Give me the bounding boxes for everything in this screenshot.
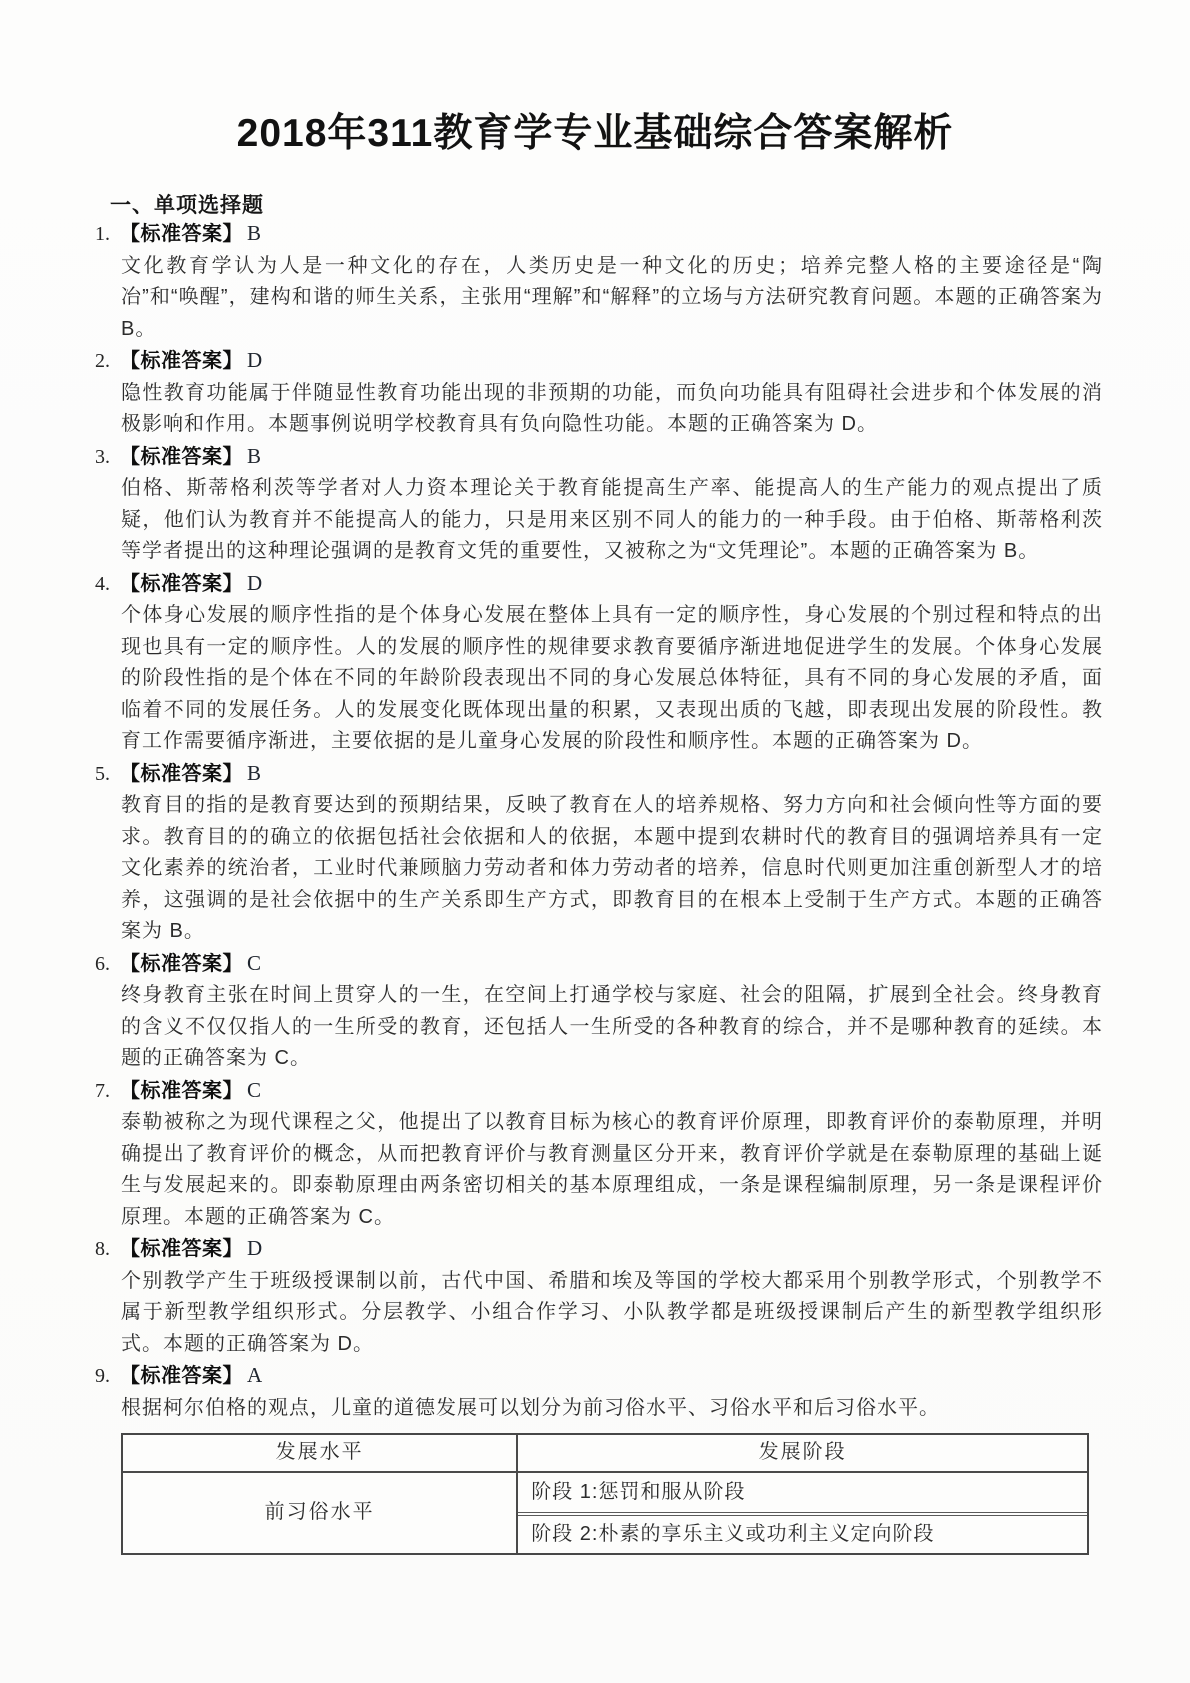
- item-number: 9.: [95, 1365, 110, 1387]
- standard-answer-label: 【标准答案】: [120, 762, 243, 785]
- answer-explanation: 文化教育学认为人是一种文化的存在，人类历史是一种文化的历史；培养完整人格的主要途径是“陶冶”和“唤醒”，建构和谐的师生关系，主张用“理解”和“解释”的立场与方法研究教育问题。本题的正确答案为 B。: [121, 254, 1103, 340]
- page-title: 2018年311教育学专业基础综合答案解析: [236, 112, 954, 155]
- answer-explanation: 根据柯尔伯格的观点，儿童的道德发展可以划分为前习俗水平、习俗水平和后习俗水平。: [121, 1396, 940, 1419]
- table-cell-stage-2: 阶段 2:朴素的享乐主义或功利主义定向阶段: [518, 1512, 1087, 1553]
- table-cell-level: 前习俗水平: [123, 1473, 518, 1553]
- standard-answer-label: 【标准答案】: [120, 1238, 243, 1260]
- answer-item-8: [95, 1233, 1103, 1360]
- answer-head: [95, 948, 1103, 981]
- answer-letter: B: [247, 221, 262, 245]
- standard-answer-label: 【标准答案】: [120, 572, 243, 595]
- answer-explanation: 泰勒被称之为现代课程之父，他提出了以教育目标为核心的教育评价原理，即教育评价的泰勒原理，并明确提出了教育评价的概念，从而把教育评价与教育测量区分开来，教育评价学就是在泰勒原理的基础上诞生与发展起来的。即泰勒原理由两条密切相关的基本原理组成，一条是课程编制原理，另一条是课程评价原理。本题的正确答案为 C。: [121, 1111, 1103, 1228]
- section-title: 一、单项选择题: [110, 194, 264, 217]
- answer-explanation: 伯格、斯蒂格利茨等学者对人力资本理论关于教育能提高生产率、能提高人的生产能力的观点提出了质疑，他们认为教育并不能提高人的能力，只是用来区别不同人的能力的一种手段。由于伯格、斯蒂格利茨等学者提出的这种理论强调的是教育文凭的重要性，又被称之为“文凭理论”。本题的正确答案为 B。: [121, 477, 1103, 562]
- standard-answer-label: 【标准答案】: [120, 445, 243, 468]
- item-number: 3.: [95, 445, 110, 468]
- answer-letter: B: [247, 760, 262, 785]
- item-number: 6.: [95, 952, 110, 975]
- answer-item-3: [95, 441, 1103, 568]
- answer-item-9: [95, 1360, 1103, 1555]
- item-number: 2.: [95, 350, 110, 372]
- answer-head: [95, 1075, 1103, 1108]
- answer-head: [95, 218, 1103, 251]
- answer-explanation: 教育目的指的是教育要达到的预期结果，反映了教育在人的培养规格、努力方向和社会倾向性等方面的要求。教育目的的确立的依据包括社会依据和人的依据，本题中提到农耕时代的教育目的强调培养具有一定文化素养的统治者，工业时代兼顾脑力劳动者和体力劳动者的培养，信息时代则更加注重创新型人才的培养，这强调的是社会依据中的生产关系即生产方式，即教育目的在根本上受制于生产方式。本题的正确答案为 B。: [121, 794, 1103, 942]
- answer-letter: C: [247, 1077, 262, 1102]
- answer-head: [95, 1233, 1103, 1266]
- answer-explanation: 终身教育主张在时间上贯穿人的一生，在空间上打通学校与家庭、社会的阻隔，扩展到全社会。终身教育的含义不仅仅指人的一生所受的教育，还包括人一生所受的各种教育的综合，并不是哪种教育的延续。本题的正确答案为 C。: [121, 984, 1103, 1069]
- standard-answer-label: 【标准答案】: [120, 350, 243, 372]
- answer-letter: D: [247, 348, 263, 372]
- answer-letter: D: [247, 1236, 263, 1260]
- answer-head: [95, 568, 1103, 601]
- item-number: 7.: [95, 1079, 110, 1102]
- answer-item-1: [95, 218, 1103, 345]
- item-number: 8.: [95, 1238, 110, 1260]
- answer-item-2: [95, 345, 1103, 441]
- answer-letter: D: [247, 570, 263, 595]
- table-header-development-level: 发展水平: [123, 1435, 518, 1473]
- answer-explanation: 隐性教育功能属于伴随显性教育功能出现的非预期的功能，而负向功能具有阻碍社会进步和个体发展的消极影响和作用。本题事例说明学校教育具有负向隐性功能。本题的正确答案为 D。: [121, 381, 1103, 435]
- answer-head: [95, 345, 1103, 378]
- answer-item-7: [95, 1075, 1103, 1234]
- answer-head: [95, 1360, 1103, 1393]
- answer-item-5: [95, 758, 1103, 948]
- answer-head: [95, 758, 1103, 791]
- item-number: 1.: [95, 223, 110, 245]
- kohlberg-moral-development-table: [121, 1433, 1089, 1555]
- answer-letter: A: [247, 1363, 263, 1387]
- standard-answer-label: 【标准答案】: [120, 1079, 243, 1102]
- answer-list: [95, 218, 1103, 1555]
- answer-letter: B: [247, 443, 262, 468]
- item-number: 4.: [95, 572, 110, 595]
- answer-item-6: [95, 948, 1103, 1075]
- answer-explanation: 个别教学产生于班级授课制以前，古代中国、希腊和埃及等国的学校大都采用个别教学形式，个别教学不属于新型教学组织形式。分层教学、小组合作学习、小队教学都是班级授课制后产生的新型教学组织形式。本题的正确答案为 D。: [121, 1269, 1103, 1355]
- table-header-development-stage: 发展阶段: [518, 1435, 1087, 1473]
- standard-answer-label: 【标准答案】: [120, 223, 243, 245]
- standard-answer-label: 【标准答案】: [120, 1365, 243, 1387]
- answer-explanation: 个体身心发展的顺序性指的是个体身心发展在整体上具有一定的顺序性，身心发展的个别过程和特点的出现也具有一定的顺序性。人的发展的顺序性的规律要求教育要循序渐进地促进学生的发展。个体身心发展的阶段性指的是个体在不同的年龄阶段表现出不同的身心发展总体特征，具有不同的身心发展的矛盾，面临着不同的发展任务。人的发展变化既体现出量的积累，又表现出质的飞越，即表现出发展的阶段性。教育工作需要循序渐进，主要依据的是儿童身心发展的阶段性和顺序性。本题的正确答案为 D。: [121, 604, 1103, 752]
- standard-answer-label: 【标准答案】: [120, 952, 243, 975]
- answer-item-4: [95, 568, 1103, 758]
- answer-letter: C: [247, 950, 262, 975]
- answer-head: [95, 441, 1103, 474]
- table-cell-stage-1: 阶段 1:惩罚和服从阶段: [531, 1480, 746, 1503]
- item-number: 5.: [95, 762, 110, 785]
